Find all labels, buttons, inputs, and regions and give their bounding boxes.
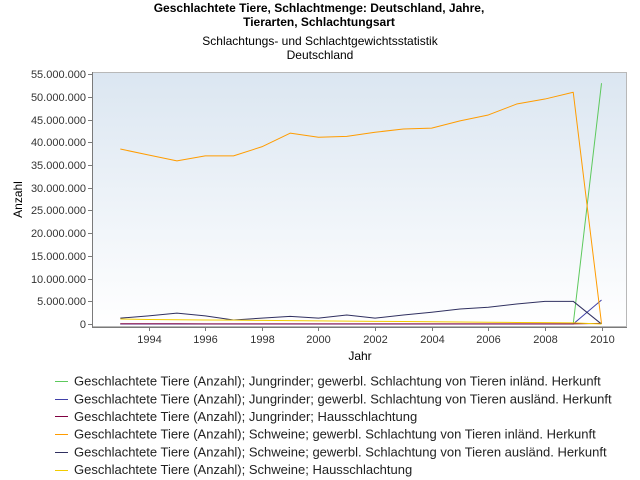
legend-item-schweine-inland <box>55 427 596 442</box>
chart-header <box>154 1 485 62</box>
chart-subtitle-line-2: Deutschland <box>286 48 354 62</box>
legend-label: Geschlachtete Tiere (Anzahl); Jungrinder; gewerbl. Schlachtung von Tieren inländ. Herkunft <box>74 373 601 389</box>
y-tick-label: 55.000.000 <box>30 69 86 81</box>
y-tick-label: 25.000.000 <box>30 205 86 217</box>
chart-subtitle-line-1: Schlachtungs- und Schlachtgewichtsstatistik <box>202 34 438 48</box>
y-tick-label: 50.000.000 <box>30 92 86 104</box>
x-tick-label: 1996 <box>193 334 218 346</box>
x-tick-label: 2000 <box>306 334 331 346</box>
legend-label: Geschlachtete Tiere (Anzahl); Schweine; Hausschlachtung <box>74 462 413 478</box>
y-axis-title: Anzahl <box>11 181 25 218</box>
x-tick-label: 2010 <box>590 334 615 346</box>
y-tick-label: 40.000.000 <box>30 137 86 149</box>
legend-label: Geschlachtete Tiere (Anzahl); Jungrinder; gewerbl. Schlachtung von Tieren ausländ. Herkunft <box>74 391 612 407</box>
legend <box>55 374 612 478</box>
series-line-jungrinder-hausschlachtung <box>120 323 601 324</box>
chart-title-line-2: Tierarten, Schlachtungsart <box>243 15 395 29</box>
chart-title-line-1: Geschlachtete Tiere, Schlachtmenge: Deutschland, Jahre, <box>153 1 485 15</box>
x-tick-label: 2008 <box>533 334 558 346</box>
y-tick-label: 10.000.000 <box>30 274 86 286</box>
legend-item-jungrinder-inland <box>55 374 601 389</box>
y-tick-label: 45.000.000 <box>30 115 86 127</box>
y-axis <box>31 69 92 331</box>
y-tick-label: 20.000.000 <box>30 228 86 240</box>
legend-item-jungrinder-hausschlachtung <box>55 409 417 424</box>
x-tick-label: 1998 <box>250 334 275 346</box>
legend-label: Geschlachtete Tiere (Anzahl); Schweine; gewerbl. Schlachtung von Tieren inländ. Herkunft <box>74 426 596 442</box>
x-tick-label: 2002 <box>363 334 388 346</box>
y-tick-label: 15.000.000 <box>30 251 86 263</box>
legend-label: Geschlachtete Tiere (Anzahl); Schweine; gewerbl. Schlachtung von Tieren ausländ. Herkunft <box>74 444 607 460</box>
legend-label: Geschlachtete Tiere (Anzahl); Jungrinder; Hausschlachtung <box>74 409 418 424</box>
y-tick-label: 0 <box>79 319 86 331</box>
x-axis <box>137 327 614 346</box>
legend-item-jungrinder-ausland <box>55 391 612 406</box>
legend-item-schweine-ausland <box>55 444 607 459</box>
x-tick-label: 2004 <box>420 334 445 346</box>
legend-item-schweine-hausschlachtung <box>55 462 412 477</box>
y-tick-label: 35.000.000 <box>30 160 86 172</box>
y-tick-label: 30.000.000 <box>30 183 86 195</box>
plot-area <box>93 73 627 327</box>
y-tick-label: 5.000.000 <box>37 296 86 308</box>
x-tick-label: 1994 <box>137 334 162 346</box>
x-tick-label: 2006 <box>476 334 501 346</box>
x-axis-title: Jahr <box>348 349 372 363</box>
